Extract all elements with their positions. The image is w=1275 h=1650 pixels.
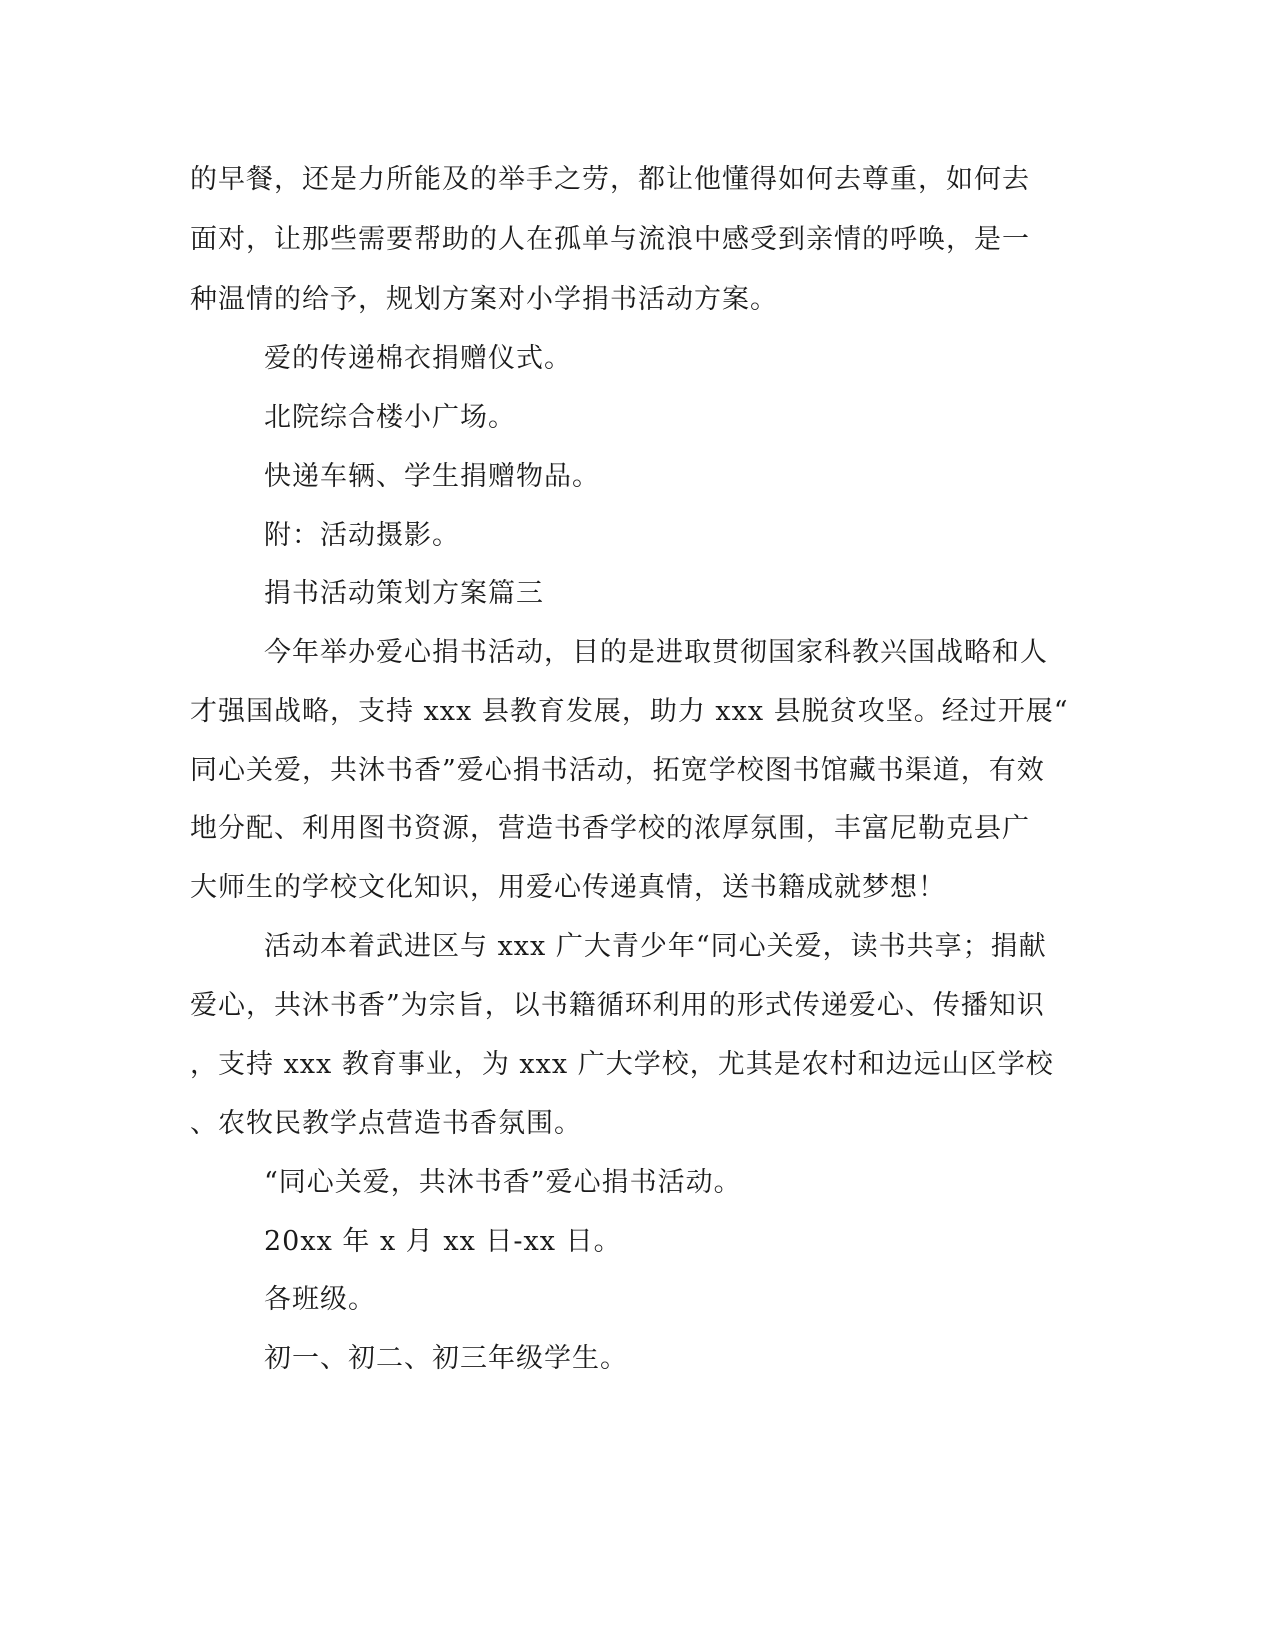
text-line: 地分配、利用图书资源，营造书香学校的浓厚氛围，丰富尼勒克县广 [190, 813, 1030, 844]
text-line: 爱心，共沐书香”为宗旨，以书籍循环利用的形式传递爱心、传播知识 [190, 990, 1045, 1021]
text-line: 的早餐，还是力所能及的举手之劳，都让他懂得如何去尊重，如何去 [190, 164, 1030, 195]
text-line: 大师生的学校文化知识，用爱心传递真情，送书籍成就梦想！ [190, 872, 946, 903]
text-line: 爱的传递棉衣捐赠仪式。 [264, 343, 572, 374]
text-line: 快递车辆、学生捐赠物品。 [264, 461, 600, 492]
text-line: 今年举办爱心捐书活动，目的是进取贯彻国家科教兴国战略和人 [264, 637, 1048, 668]
text-line: 20xx 年 x 月 xx 日-xx 日。 [264, 1226, 622, 1257]
text-line: 种温情的给予，规划方案对小学捐书活动方案。 [190, 284, 778, 315]
text-line: 附：活动摄影。 [264, 520, 460, 551]
text-line: 才强国战略，支持 xxx 县教育发展，助力 xxx 县脱贫攻坚。经过开展“ [190, 696, 1069, 727]
text-line: 各班级。 [264, 1284, 376, 1315]
section-heading: 捐书活动策划方案篇三 [264, 578, 544, 609]
text-line: 活动本着武进区与 xxx 广大青少年“同心关爱，读书共享；捐献 [264, 931, 1047, 962]
text-line: “同心关爱，共沐书香”爱心捐书活动。 [264, 1167, 742, 1198]
text-line: 初一、初二、初三年级学生。 [264, 1343, 628, 1374]
text-line: 北院综合楼小广场。 [264, 402, 516, 433]
text-line: 、农牧民教学点营造书香氛围。 [190, 1108, 582, 1139]
text-line: ，支持 xxx 教育事业，为 xxx 广大学校，尤其是农村和边远山区学校 [190, 1049, 1054, 1080]
text-line: 同心关爱，共沐书香”爱心捐书活动，拓宽学校图书馆藏书渠道，有效 [190, 755, 1045, 786]
text-line: 面对，让那些需要帮助的人在孤单与流浪中感受到亲情的呼唤，是一 [190, 224, 1030, 255]
